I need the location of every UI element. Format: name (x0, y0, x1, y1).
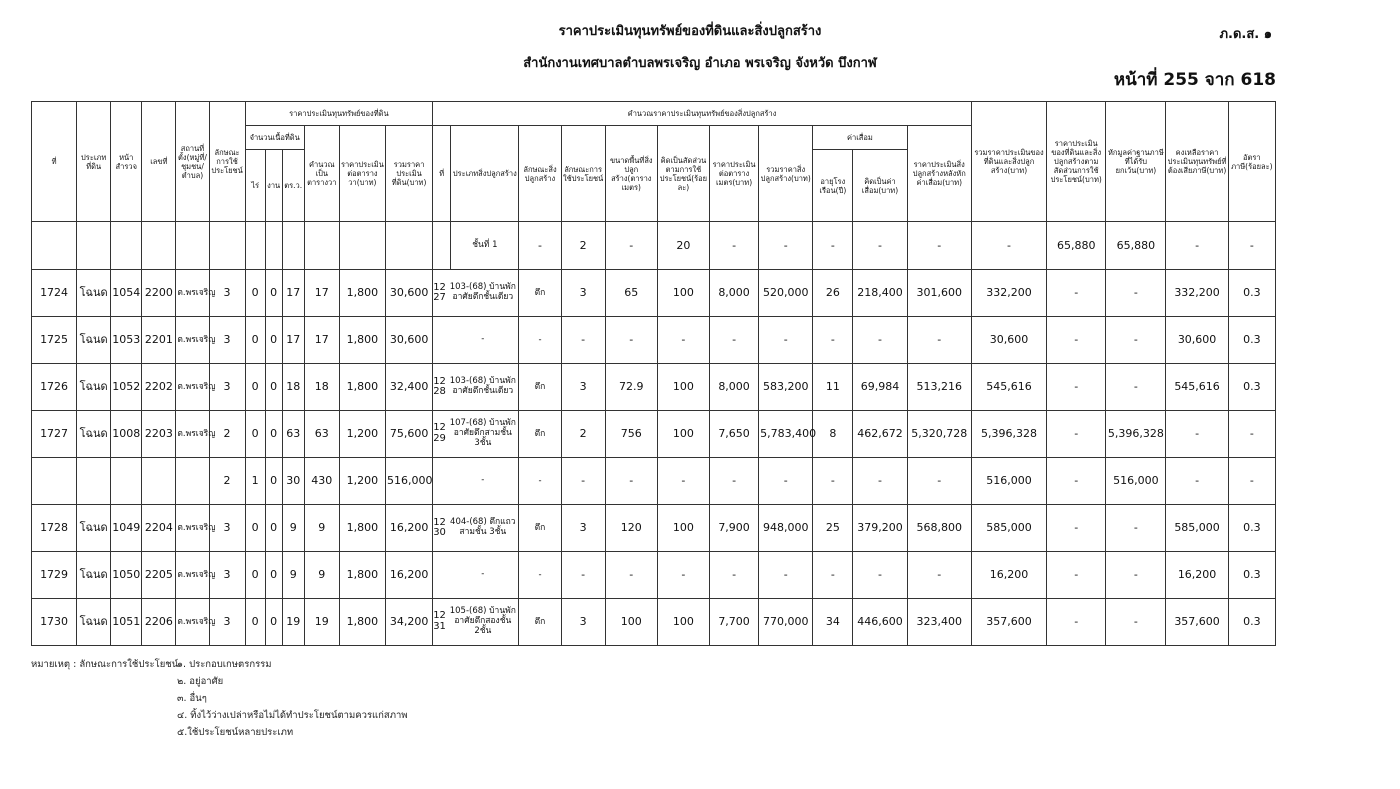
cell-use-type: 3 (209, 505, 245, 552)
document-reference: ภ.ด.ส. ๑ (1219, 27, 1272, 42)
cell-no: 1729 (32, 552, 77, 599)
summary-tax-rate: - (1228, 222, 1275, 270)
cell-exemption: - (1106, 364, 1166, 411)
col-header-rai: ไร่ (245, 150, 265, 222)
cell-building-price-per-m: 7,650 (710, 411, 759, 458)
cell-building (433, 364, 519, 411)
cell-building-age: - (813, 317, 853, 364)
cell-depreciation: - (853, 552, 907, 599)
cell-wa: 30 (282, 458, 304, 505)
cell-survey-page: 1008 (111, 411, 142, 458)
cell-wa: 17 (282, 270, 304, 317)
summary-exemption: 65,880 (1106, 222, 1166, 270)
cell-depreciation: 446,600 (853, 599, 907, 646)
summary-taxable: - (1166, 222, 1228, 270)
cell-building (433, 505, 519, 552)
cell-building-age: - (813, 458, 853, 505)
col-header-total-wa: คำนวณเป็นตารางวา (304, 126, 339, 222)
cell-survey-page: 1052 (111, 364, 142, 411)
cell-use-ratio-value: - (1047, 270, 1106, 317)
document-title: ราคาประเมินทุนทรัพย์ของที่ดินและสิ่งปลูกสร้าง (558, 24, 822, 39)
col-header-building-type: ประเภทสิ่งปลูกสร้าง (451, 126, 519, 222)
cell-price-per-wa: 1,800 (339, 505, 385, 552)
cell-land-type (77, 458, 111, 505)
cell-building-total: - (759, 458, 813, 505)
col-header-use-type: ลักษณะการใช้ประโยชน์ (209, 102, 245, 222)
cell-doc-no: 2202 (142, 364, 176, 411)
cell-grand-total: 332,200 (971, 270, 1046, 317)
cell-building-price-per-m: - (710, 552, 759, 599)
cell-depreciation: 218,400 (853, 270, 907, 317)
cell-tax-rate: 0.3 (1228, 270, 1275, 317)
cell-building-total: - (759, 317, 813, 364)
cell-tax-rate: 0.3 (1228, 364, 1275, 411)
col-header-survey-page: หน้าสำรวจ (111, 102, 142, 222)
cell-rai: 0 (245, 364, 265, 411)
cell-building-age: 8 (813, 411, 853, 458)
cell-location: ต.พรเจริญ (176, 270, 209, 317)
summary-building-ratio: 20 (657, 222, 709, 270)
col-header-use-ratio-value: ราคาประเมินของที่ดินและสิ่งปลูกสร้างตามสัดส่วนการใช้ประโยชน์(บาท) (1047, 102, 1106, 222)
cell-grand-total: 30,600 (971, 317, 1046, 364)
cell-survey-page: 1053 (111, 317, 142, 364)
cell-building-use: 3 (561, 270, 605, 317)
cell-building-kind: - (519, 552, 561, 599)
cell-wa: 18 (282, 364, 304, 411)
cell-grand-total: 16,200 (971, 552, 1046, 599)
cell-rai: 1 (245, 458, 265, 505)
cell-use-type: 3 (209, 270, 245, 317)
cell-land-type: โฉนด (77, 411, 111, 458)
cell-building-price-per-m: - (710, 317, 759, 364)
cell-no: 1724 (32, 270, 77, 317)
cell-after-depreciation: - (907, 552, 971, 599)
cell-rai: 0 (245, 317, 265, 364)
cell-total-wa: 19 (304, 599, 339, 646)
cell-building (433, 411, 519, 458)
cell-wa: 17 (282, 317, 304, 364)
cell-building (433, 458, 519, 505)
cell-after-depreciation: 5,320,728 (907, 411, 971, 458)
cell-building-kind: ตึก (519, 411, 561, 458)
office-subtitle: สำนักงานเทศบาลตำบลพรเจริญ อำเภอ พรเจริญ จังหวัด บึงกาฬ (523, 56, 877, 71)
table-row (32, 599, 1276, 646)
cell-building-use: 3 (561, 599, 605, 646)
notes-label: หมายเหตุ : ลักษณะการใช้ประโยชน์ (31, 659, 179, 670)
cell-building-ratio: 100 (657, 505, 709, 552)
cell-building-area: - (605, 458, 657, 505)
cell-building-total: 520,000 (759, 270, 813, 317)
cell-depreciation: 379,200 (853, 505, 907, 552)
note-item: ๑. ประกอบเกษตรกรรม (177, 659, 272, 670)
cell-ngan: 0 (265, 599, 282, 646)
cell-building-type: 107-(68) บ้านพักอาศัยตึกสามชั้น 3ชั้น (449, 418, 516, 448)
cell-ngan: 0 (265, 458, 282, 505)
cell-grand-total: 5,396,328 (971, 411, 1046, 458)
summary-building-use: 2 (561, 222, 605, 270)
cell-depreciation: - (853, 458, 907, 505)
table-row (32, 552, 1276, 599)
col-group-building-valuation: คำนวณราคาประเมินทุนทรัพย์ของสิ่งปลูกสร้าง (433, 102, 972, 126)
cell-taxable: - (1166, 458, 1228, 505)
cell-use-ratio-value: - (1047, 411, 1106, 458)
summary-building-total: - (759, 222, 813, 270)
cell-ngan: 0 (265, 411, 282, 458)
cell-taxable: 332,200 (1166, 270, 1228, 317)
cell-doc-no: 2201 (142, 317, 176, 364)
cell-building-ratio: 100 (657, 599, 709, 646)
summary-after-depreciation: - (907, 222, 971, 270)
summary-grand-total: - (971, 222, 1046, 270)
col-header-no: ที่ (32, 102, 77, 222)
cell-use-ratio-value: - (1047, 458, 1106, 505)
col-header-taxable: คงเหลือราคาประเมินทุนทรัพย์ที่ต้องเสียภาษี(บาท) (1166, 102, 1228, 222)
col-header-building-no: ที่ (433, 126, 451, 222)
cell-total-wa: 9 (304, 552, 339, 599)
cell-rai: 0 (245, 270, 265, 317)
summary-depreciation: - (853, 222, 907, 270)
cell-price-per-wa: 1,800 (339, 317, 385, 364)
cell-doc-no: 2206 (142, 599, 176, 646)
cell-use-ratio-value: - (1047, 599, 1106, 646)
note-item: ๔. ทิ้งไว้ว่างเปล่าหรือไม่ได้ทำประโยชน์ตามควรแก่สภาพ (177, 710, 408, 721)
cell-land-type: โฉนด (77, 270, 111, 317)
cell-doc-no: 2200 (142, 270, 176, 317)
cell-use-type: 3 (209, 552, 245, 599)
cell-location: ต.พรเจริญ (176, 411, 209, 458)
cell-building-age: 11 (813, 364, 853, 411)
cell-building-type: 103-(68) บ้านพักอาศัยตึกชั้นเดียว (449, 282, 516, 302)
note-item: ๓. อื่นๆ (177, 693, 207, 704)
cell-use-type: 3 (209, 599, 245, 646)
cell-land-total: 75,600 (385, 411, 432, 458)
cell-building-use: 2 (561, 411, 605, 458)
cell-no: 1726 (32, 364, 77, 411)
cell-building-total: 948,000 (759, 505, 813, 552)
cell-building-use: - (561, 552, 605, 599)
cell-survey-page: 1054 (111, 270, 142, 317)
cell-after-depreciation: 568,800 (907, 505, 971, 552)
cell-use-type: 3 (209, 317, 245, 364)
cell-no: 1725 (32, 317, 77, 364)
cell-taxable: 585,000 (1166, 505, 1228, 552)
cell-price-per-wa: 1,200 (339, 411, 385, 458)
col-header-depreciation-amount: คิดเป็นค่าเสื่อม(บาท) (853, 150, 907, 222)
cell-wa: 63 (282, 411, 304, 458)
col-header-land-total: รวมราคาประเมินที่ดิน(บาท) (385, 126, 432, 222)
cell-use-ratio-value: - (1047, 552, 1106, 599)
cell-location: ต.พรเจริญ (176, 317, 209, 364)
table-row (32, 411, 1276, 458)
cell-building-kind: - (519, 317, 561, 364)
col-header-building-total: รวมราคาสิ่งปลูกสร้าง(บาท) (759, 126, 813, 222)
cell-building-type: 105-(68) บ้านพักอาศัยตึกสองชั้น 2ชั้น (449, 606, 516, 636)
summary-building-area: - (605, 222, 657, 270)
col-header-price-per-wa: ราคาประเมินต่อตารางวา(บาท) (339, 126, 385, 222)
cell-exemption: - (1106, 552, 1166, 599)
cell-location: ต.พรเจริญ (176, 552, 209, 599)
cell-survey-page (111, 458, 142, 505)
cell-land-total: 30,600 (385, 317, 432, 364)
cell-building-total: 583,200 (759, 364, 813, 411)
cell-building-no: 12 27 (433, 281, 446, 303)
col-header-grand-total: รวมราคาประเมินของที่ดินและสิ่งปลูกสร้าง(บาท) (971, 102, 1046, 222)
table-row (32, 458, 1276, 505)
cell-wa: 9 (282, 552, 304, 599)
cell-total-wa: 9 (304, 505, 339, 552)
cell-doc-no: 2204 (142, 505, 176, 552)
cell-total-wa: 63 (304, 411, 339, 458)
cell-tax-rate: 0.3 (1228, 552, 1275, 599)
col-header-tax-rate: อัตราภาษี(ร้อยละ) (1228, 102, 1275, 222)
table-row (32, 505, 1276, 552)
cell-building-ratio: - (657, 458, 709, 505)
col-header-building-age: อายุโรงเรือน(ปี) (813, 150, 853, 222)
cell-building-price-per-m: 8,000 (710, 364, 759, 411)
cell-survey-page: 1049 (111, 505, 142, 552)
footnotes (31, 656, 408, 741)
cell-land-type: โฉนด (77, 599, 111, 646)
cell-building-total: - (759, 552, 813, 599)
assessment-table (31, 101, 1276, 646)
cell-exemption: 5,396,328 (1106, 411, 1166, 458)
cell-total-wa: 430 (304, 458, 339, 505)
cell-taxable: 16,200 (1166, 552, 1228, 599)
cell-building-area: 100 (605, 599, 657, 646)
cell-location: ต.พรเจริญ (176, 505, 209, 552)
cell-building-age: 26 (813, 270, 853, 317)
cell-tax-rate: - (1228, 411, 1275, 458)
cell-building-area: 65 (605, 270, 657, 317)
cell-building-no: 12 31 (433, 610, 446, 632)
cell-doc-no: 2205 (142, 552, 176, 599)
cell-ngan: 0 (265, 552, 282, 599)
col-header-doc-no: เลขที่ (142, 102, 176, 222)
cell-building-area: 120 (605, 505, 657, 552)
cell-building-age: 25 (813, 505, 853, 552)
cell-building-total: 5,783,400 (759, 411, 813, 458)
cell-building-price-per-m: 8,000 (710, 270, 759, 317)
cell-building-area: 72.9 (605, 364, 657, 411)
cell-taxable: 357,600 (1166, 599, 1228, 646)
cell-depreciation: 69,984 (853, 364, 907, 411)
cell-tax-rate: - (1228, 458, 1275, 505)
page-indicator: หน้าที่ 255 จาก 618 (1113, 70, 1276, 90)
cell-building-kind: ตึก (519, 364, 561, 411)
cell-building-kind: - (519, 458, 561, 505)
cell-building-type: 103-(68) บ้านพักอาศัยตึกชั้นเดียว (449, 376, 516, 396)
cell-land-total: 30,600 (385, 270, 432, 317)
cell-building-area: 756 (605, 411, 657, 458)
cell-wa: 19 (282, 599, 304, 646)
cell-after-depreciation: 301,600 (907, 270, 971, 317)
cell-building-price-per-m: 7,900 (710, 505, 759, 552)
cell-building-area: - (605, 552, 657, 599)
cell-price-per-wa: 1,200 (339, 458, 385, 505)
col-group-land-area: จำนวนเนื้อที่ดิน (245, 126, 304, 150)
cell-building-type: - (481, 475, 485, 486)
cell-building-ratio: - (657, 552, 709, 599)
table-row (32, 270, 1276, 317)
col-header-exemption: หักมูลค่าฐานภาษีที่ได้รับยกเว้น(บาท) (1106, 102, 1166, 222)
cell-taxable: - (1166, 411, 1228, 458)
cell-building-no: 12 30 (433, 516, 446, 538)
cell-after-depreciation: - (907, 317, 971, 364)
cell-building (433, 552, 519, 599)
cell-ngan: 0 (265, 317, 282, 364)
summary-use-ratio-value: 65,880 (1047, 222, 1106, 270)
table-row (32, 364, 1276, 411)
cell-building-use: - (561, 317, 605, 364)
cell-grand-total: 516,000 (971, 458, 1046, 505)
cell-building-total: 770,000 (759, 599, 813, 646)
cell-grand-total: 545,616 (971, 364, 1046, 411)
cell-doc-no (142, 458, 176, 505)
cell-use-type: 2 (209, 458, 245, 505)
cell-tax-rate: 0.3 (1228, 599, 1275, 646)
summary-row (32, 222, 1276, 270)
cell-exemption: - (1106, 317, 1166, 364)
cell-building-age: 34 (813, 599, 853, 646)
cell-ngan: 0 (265, 364, 282, 411)
cell-price-per-wa: 1,800 (339, 599, 385, 646)
cell-after-depreciation: 323,400 (907, 599, 971, 646)
cell-price-per-wa: 1,800 (339, 364, 385, 411)
note-item: ๕.ใช้ประโยชน์หลายประเภท (177, 727, 294, 738)
cell-building-price-per-m: 7,700 (710, 599, 759, 646)
cell-land-type: โฉนด (77, 505, 111, 552)
col-group-land-valuation: ราคาประเมินทุนทรัพย์ของที่ดิน (245, 102, 433, 126)
summary-building-age: - (813, 222, 853, 270)
cell-building-kind: ตึก (519, 505, 561, 552)
cell-land-total: 32,400 (385, 364, 432, 411)
table-row (32, 317, 1276, 364)
cell-taxable: 545,616 (1166, 364, 1228, 411)
cell-building-area: - (605, 317, 657, 364)
cell-no: 1728 (32, 505, 77, 552)
cell-doc-no: 2203 (142, 411, 176, 458)
cell-use-type: 3 (209, 364, 245, 411)
cell-rai: 0 (245, 411, 265, 458)
cell-land-total: 16,200 (385, 505, 432, 552)
cell-building-ratio: 100 (657, 270, 709, 317)
cell-price-per-wa: 1,800 (339, 552, 385, 599)
cell-building-use: - (561, 458, 605, 505)
cell-use-type: 2 (209, 411, 245, 458)
col-header-building-ratio: คิดเป็นสัดส่วนตามการใช้ประโยชน์(ร้อยละ) (657, 126, 709, 222)
cell-land-type: โฉนด (77, 364, 111, 411)
col-header-ngan: งาน (265, 150, 282, 222)
cell-exemption: 516,000 (1106, 458, 1166, 505)
col-header-building-area: ขนาดพื้นที่สิ่งปลูกสร้าง(ตารางเมตร) (605, 126, 657, 222)
cell-building-use: 3 (561, 364, 605, 411)
cell-building-no: 12 29 (433, 422, 446, 444)
cell-after-depreciation: 513,216 (907, 364, 971, 411)
summary-building-kind: - (519, 222, 561, 270)
col-header-building-price-per-m: ราคาประเมินต่อตารางเมตร(บาท) (710, 126, 759, 222)
cell-rai: 0 (245, 599, 265, 646)
cell-grand-total: 585,000 (971, 505, 1046, 552)
cell-grand-total: 357,600 (971, 599, 1046, 646)
summary-building-type: ชั้นที่ 1 (451, 222, 519, 270)
cell-location (176, 458, 209, 505)
cell-depreciation: - (853, 317, 907, 364)
cell-building-price-per-m: - (710, 458, 759, 505)
cell-building-ratio: 100 (657, 364, 709, 411)
cell-use-ratio-value: - (1047, 364, 1106, 411)
cell-exemption: - (1106, 270, 1166, 317)
cell-tax-rate: 0.3 (1228, 317, 1275, 364)
summary-building-price-per-m: - (710, 222, 759, 270)
col-header-building-kind: ลักษณะสิ่งปลูกสร้าง (519, 126, 561, 222)
note-item: ๒. อยู่อาศัย (177, 676, 224, 687)
col-header-after-depreciation: ราคาประเมินสิ่งปลูกสร้างหลังหักค่าเสื่อม(บาท) (907, 126, 971, 222)
cell-after-depreciation: - (907, 458, 971, 505)
cell-building-kind: ตึก (519, 270, 561, 317)
cell-building (433, 317, 519, 364)
cell-location: ต.พรเจริญ (176, 364, 209, 411)
cell-land-total: 516,000 (385, 458, 432, 505)
cell-building-kind: ตึก (519, 599, 561, 646)
cell-building-use: 3 (561, 505, 605, 552)
cell-no: 1727 (32, 411, 77, 458)
cell-building-no: 12 28 (433, 375, 446, 397)
cell-wa: 9 (282, 505, 304, 552)
cell-tax-rate: 0.3 (1228, 505, 1275, 552)
cell-ngan: 0 (265, 505, 282, 552)
cell-building-ratio: 100 (657, 411, 709, 458)
cell-building-ratio: - (657, 317, 709, 364)
cell-building-age: - (813, 552, 853, 599)
cell-land-total: 34,200 (385, 599, 432, 646)
cell-depreciation: 462,672 (853, 411, 907, 458)
cell-survey-page: 1051 (111, 599, 142, 646)
cell-building-type: - (481, 334, 485, 345)
cell-land-type: โฉนด (77, 552, 111, 599)
cell-land-total: 16,200 (385, 552, 432, 599)
cell-building-type: 404-(68) ตึกแถวสามชั้น 3ชั้น (450, 517, 516, 537)
cell-no: 1730 (32, 599, 77, 646)
cell-building-type: - (481, 569, 485, 580)
col-group-depreciation: ค่าเสื่อม (813, 126, 907, 150)
cell-total-wa: 18 (304, 364, 339, 411)
cell-rai: 0 (245, 505, 265, 552)
cell-use-ratio-value: - (1047, 505, 1106, 552)
col-header-land-type: ประเภทที่ดิน (77, 102, 111, 222)
cell-building (433, 270, 519, 317)
cell-use-ratio-value: - (1047, 317, 1106, 364)
cell-survey-page: 1050 (111, 552, 142, 599)
cell-exemption: - (1106, 505, 1166, 552)
cell-location: ต.พรเจริญ (176, 599, 209, 646)
col-header-location: สถานที่ตั้ง(หมู่ที่/ชุมชน/ตำบล) (176, 102, 209, 222)
cell-ngan: 0 (265, 270, 282, 317)
cell-total-wa: 17 (304, 270, 339, 317)
cell-no (32, 458, 77, 505)
cell-rai: 0 (245, 552, 265, 599)
cell-total-wa: 17 (304, 317, 339, 364)
cell-building (433, 599, 519, 646)
cell-price-per-wa: 1,800 (339, 270, 385, 317)
col-header-building-use: ลักษณะการใช้ประโยชน์ (561, 126, 605, 222)
cell-taxable: 30,600 (1166, 317, 1228, 364)
cell-land-type: โฉนด (77, 317, 111, 364)
cell-exemption: - (1106, 599, 1166, 646)
col-header-wa: ตร.ว. (282, 150, 304, 222)
